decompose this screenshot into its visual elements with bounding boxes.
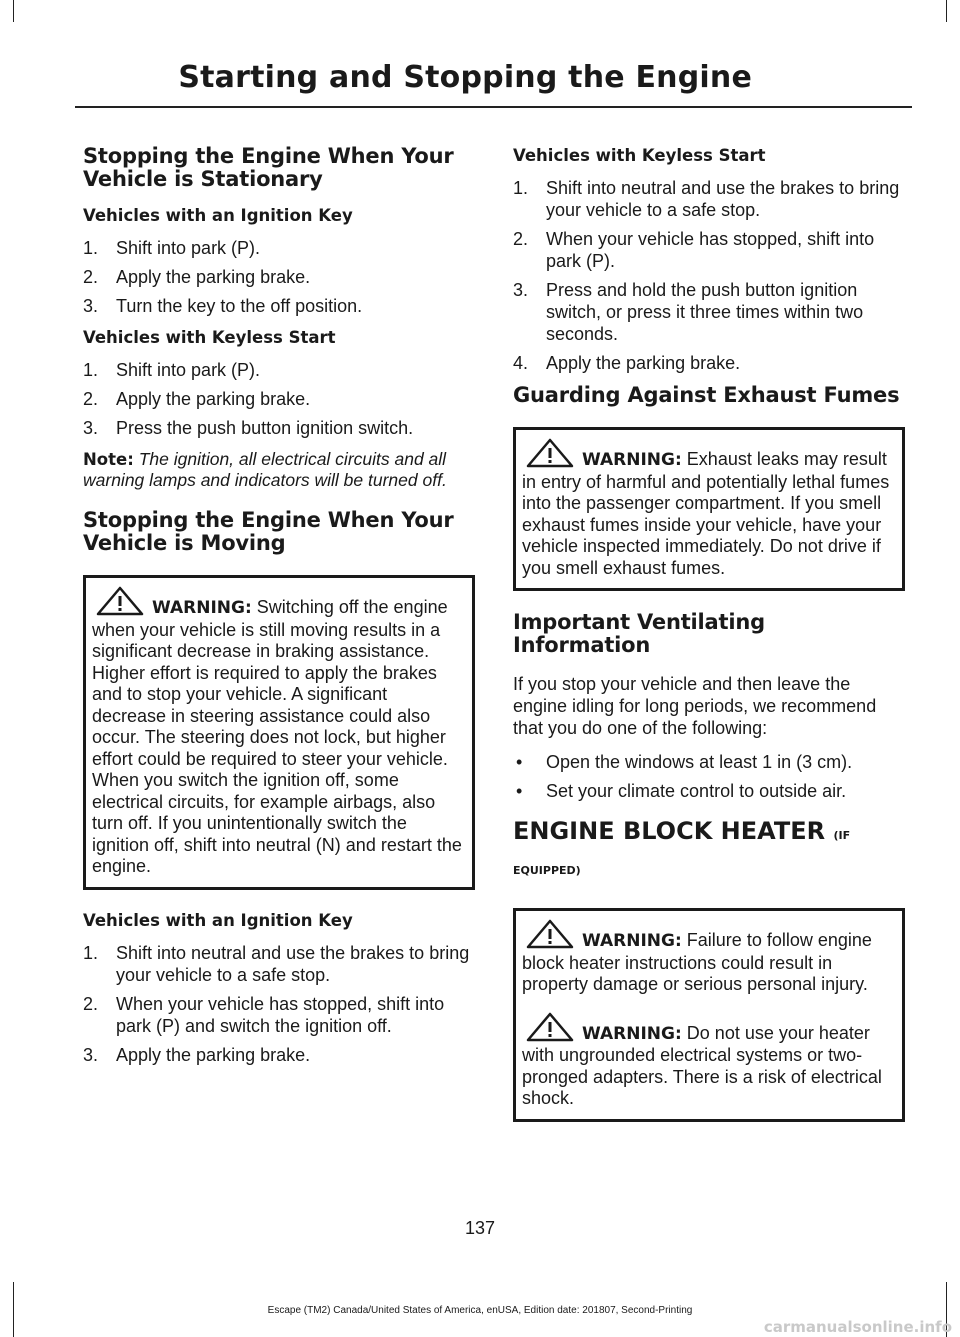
list-item: 3. Apply the parking brake. [83,1044,311,1065]
section-heading-exhaust: Guarding Against Exhaust Fumes [513,383,900,407]
watermark: carmanualsonline.info [763,1318,952,1336]
list-item: 2. Apply the parking brake. [83,267,311,287]
warning-box [83,575,475,890]
warning-triangle-icon [526,919,574,949]
list-item: • Open the windows at least 1 in (3 cm). [516,752,853,772]
subheading-ignition-key: Vehicles with an Ignition Key [83,206,353,225]
right-column [513,145,905,1142]
left-column [83,145,475,1076]
step-list [513,177,905,374]
warning-label: WARNING: [152,598,252,618]
header-divider [75,106,912,108]
list-item: 3. Turn the key to the off position. [83,296,363,316]
step-list [83,359,475,439]
list-item: 2. When your vehicle has stopped, shift into park (P) and switch the ignition off. [83,993,445,1036]
section-heading-stationary: Stopping the Engine When Your Vehicle is Stationary [83,144,454,191]
subheading-keyless-start: Vehicles with Keyless Start [83,328,336,347]
note [83,449,475,491]
warning-label: WARNING: [582,450,682,470]
page-number: 137 [464,1218,496,1238]
note-label: Note: [83,450,134,469]
crop-mark [13,0,14,22]
footer-edition: Escape (TM2) Canada/United States of America, enUSA, Edition date: 201807, Second-Printing [267,1305,693,1316]
step-list [83,942,475,1066]
list-item: 2. Apply the parking brake. [83,389,311,409]
warning-text: Exhaust leaks may result in entry of harmful and potentially lethal fumes into the passenger compartment. If you smell exhaust fumes inside your vehicle, have your vehicle inspected immediately. Do not drive if you smell exhaust fumes. [522,449,890,578]
section-heading-ventilating: Important Ventilating Information [513,610,765,657]
warning-text: Failure to follow engine block heater instructions could result in property damage or serious personal injury. [522,930,872,994]
warning-text: Do not use your heater with ungrounded electrical systems or two-pronged adapters. There is a risk of electrical shock. [522,1022,882,1108]
subheading-keyless-start: Vehicles with Keyless Start [513,146,766,165]
subheading-ignition-key: Vehicles with an Ignition Key [83,910,353,930]
list-item: 2. When your vehicle has stopped, shift into park (P). [513,229,875,271]
section-heading-block-heater: ENGINE BLOCK HEATER (IF EQUIPPED) [513,817,851,877]
warning-label: WARNING: [582,931,682,951]
list-item: 3. Press and hold the push button ignition switch, or press it three times within two seconds. [513,280,864,344]
list-item: 1. Shift into park (P). [83,360,261,380]
list-item: 1. Shift into neutral and use the brakes to bring your vehicle to a safe stop. [83,942,470,985]
warning-triangle-icon [526,1012,574,1042]
page-title: Starting and Stopping the Engine [178,60,752,95]
list-item: 1. Shift into neutral and use the brakes to bring your vehicle to a safe stop. [513,178,900,220]
list-item: • Set your climate control to outside air. [516,781,847,801]
warning-box [513,908,905,1122]
warning-box [513,427,905,591]
list-item: 1. Shift into park (P). [83,238,261,258]
bullet-list [513,751,905,802]
crop-mark [946,0,947,22]
warning-label: WARNING: [582,1023,682,1044]
warning-triangle-icon [96,586,144,616]
warning-text: Switching off the engine when your vehicle is still moving results in a significant decrease in braking assistance. Higher effort is required to apply the brakes and to stop your vehicle. A significant decrease in steering assistance could also occur. The steering does not lock, but higher effort could be required to steer your vehicle. When you switch the ignition off, some electrical circuits, for example airbags, also turn off. If you unintentionally switch the ignition off, shift into neutral (N) and restart the engine. [92,597,462,876]
warning-triangle-icon [526,438,574,468]
step-list [83,237,475,317]
list-item: 3. Press the push button ignition switch. [83,418,414,438]
note-text: The ignition, all electrical circuits and all warning lamps and indicators will be turned off. [83,449,447,490]
section-heading-moving: Stopping the Engine When Your Vehicle is Moving [83,508,454,555]
list-item: 4. Apply the parking brake. [513,353,741,373]
ventilating-text: If you stop your vehicle and then leave the engine idling for long periods, we recommend that you do one of the following: [513,674,877,738]
